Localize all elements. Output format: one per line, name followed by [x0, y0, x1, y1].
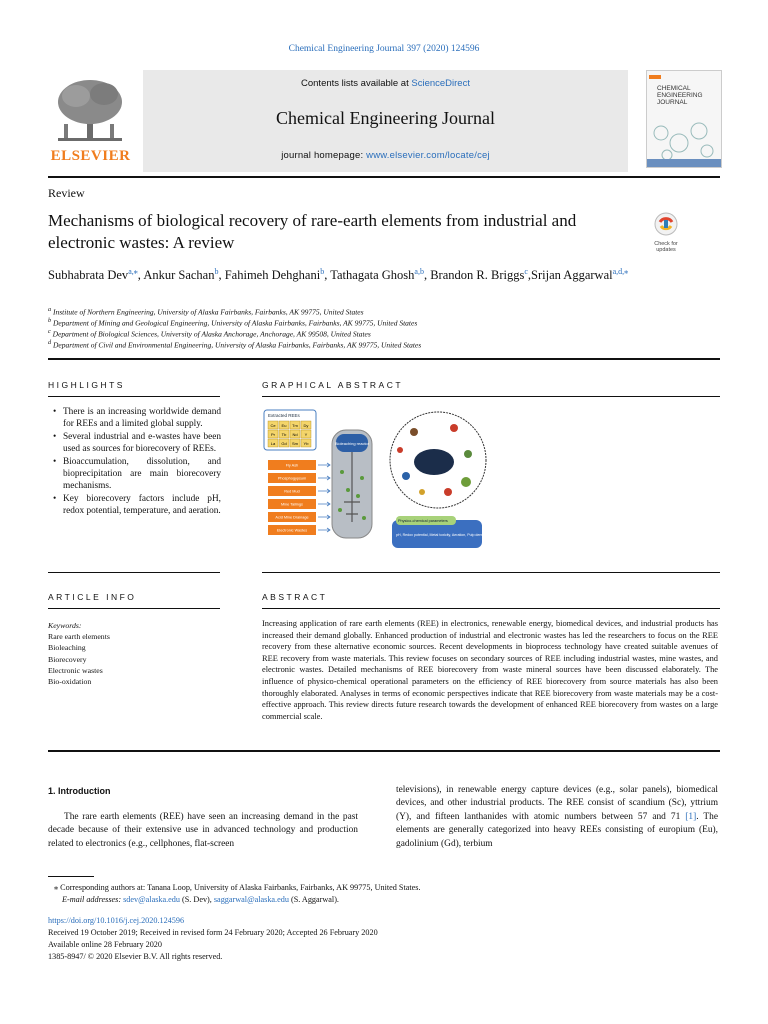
affiliation-text: Institute of Northern Engineering, University of Alaska Fairbanks, Fairbanks, AK 99775, United States: [53, 307, 364, 317]
citation-link[interactable]: [1]: [685, 811, 697, 822]
element-tile: [301, 430, 311, 438]
cover-title: CHEMICAL ENGINEERING JOURNAL: [657, 85, 703, 106]
abstract-text: Increasing application of rare earth elements (REE) in electronics, renewable energy, biomedical devices, and industrial products has increased their demand globally. Enhanced production of industrial and electronic wastes has led the researchers to focus on the REE recovery from these alternative economic sources. Recent developments in bioprocess technology have created suitable avenues of REE recovery from waste materials. This review focuses on secondary sources of REE including industrial wastes, mine wastes, and electronic wastes. Detailed mechanisms of REE biorecovery from waste mineral sources have been discussed elaborately. The influence of physico-chemical operational parameters on the efficiency of REE biorecovery from source materials has also been thoroughly elaborated. Analyses in terms of economic perspectives indicate that REE biorecovery from waste materials may be a cost-effective approach. This review directs future research towards the development of enhanced REE biorecovery from wastes on a large commercial scale.: [262, 619, 718, 721]
email-line: [62, 894, 339, 905]
element-tile: [268, 439, 278, 447]
waste-source-label: Mine Tailings: [281, 502, 303, 507]
journal-reference[interactable]: Chemical Engineering Journal 397 (2020) 124596: [288, 44, 480, 54]
author-affiliation-mark[interactable]: a,⁎: [128, 267, 138, 276]
keywords-block: [48, 620, 110, 687]
waste-source-box: [268, 512, 330, 522]
article-type: Review: [48, 186, 85, 200]
element-symbol: Nd: [292, 432, 298, 437]
element-symbol: Gd: [281, 441, 287, 446]
article-title: Mechanisms of biological recovery of rare-earth elements from industrial and electronic wastes: A review: [48, 211, 577, 252]
footnote-rule: [48, 876, 94, 877]
element-tile: [301, 439, 311, 447]
corresponding-note: ⁎ Corresponding authors at: Tanana Loop, University of Alaska Fairbanks, Fairbanks, AK 99775, United States.: [54, 883, 421, 892]
highlight-item: • Key biorecovery factors include pH, redox potential, temperature, and aeration.: [63, 493, 221, 518]
email-link[interactable]: sdev@alaska.edu: [123, 895, 180, 904]
highlights-rule: [48, 396, 220, 397]
keyword: Bioleaching: [48, 643, 86, 653]
introduction-left-column: The rare earth elements (REE) have seen an increasing demand in the past decade because of their extensive use in advanced technology and production related to electronics (e.g., cellphones, flat-screen: [48, 812, 358, 849]
keyword: Biorecovery: [48, 654, 87, 664]
abstract-bottom-rule: [48, 750, 720, 752]
affiliation: [48, 306, 698, 317]
highlights-bottom-rule: [48, 572, 220, 573]
homepage-link[interactable]: www.elsevier.com/locate/cej: [366, 150, 490, 161]
homepage-prefix: journal homepage:: [281, 150, 364, 161]
abstract-heading: ABSTRACT: [262, 592, 328, 602]
element-symbol: Tb: [281, 432, 287, 437]
element-tile: [290, 421, 300, 429]
highlight-item: • There is an increasing worldwide demand for REEs and a limited global supply.: [63, 406, 221, 431]
element-tile: [268, 421, 278, 429]
waste-source-box: [268, 460, 330, 470]
element-tile: [301, 421, 311, 429]
keywords-label: Keywords:: [48, 621, 82, 630]
author-affiliation-mark[interactable]: a,d,⁎: [612, 267, 629, 276]
author-name[interactable]: Ankur Sachan: [143, 268, 215, 283]
element-symbol: Ce: [270, 423, 276, 428]
affiliation: [48, 339, 698, 350]
email-owner: (S. Aggarwal).: [288, 895, 339, 904]
affiliation-rule: [48, 358, 720, 360]
article-info-heading: ARTICLE INFO: [48, 592, 137, 602]
affiliation-mark: d: [48, 339, 52, 346]
author-name[interactable]: Subhabrata Dev: [48, 268, 129, 283]
header-rule: [48, 176, 720, 178]
affiliation-mark: b: [48, 317, 52, 324]
email-owner: (S. Dev),: [179, 895, 214, 904]
element-symbol: Y: [304, 432, 308, 437]
copyright: 1385-8947/ © 2020 Elsevier B.V. All rights reserved.: [48, 952, 223, 961]
affiliation-mark: c: [48, 328, 51, 335]
author-separator: ,: [423, 268, 431, 283]
highlight-item: • Bioaccumulation, dissolution, and bioprecipitation are main biorecovery mechanisms.: [63, 456, 221, 493]
element-tile: [279, 439, 289, 447]
graphical-abstract-bottom-rule: [262, 572, 720, 573]
author-separator: ,: [527, 268, 532, 283]
author-name[interactable]: Brandon R. Briggs: [430, 268, 525, 283]
element-tile: [279, 430, 289, 438]
element-symbol: Yb: [303, 441, 309, 446]
params-title: Physico-chemical parameters: [398, 519, 448, 523]
highlight-item: • Several industrial and e-wastes have been used as sources for biorecovery of REEs.: [63, 431, 221, 456]
keyword: Bio-oxidation: [48, 677, 92, 687]
highlights-list: [53, 406, 221, 518]
element-symbol: La: [270, 441, 276, 446]
author-separator: ,: [218, 268, 225, 283]
affiliation: [48, 317, 698, 328]
introduction-right-column: [396, 784, 718, 851]
waste-source-box: [268, 473, 330, 483]
elsevier-logo-text: ELSEVIER: [50, 148, 131, 164]
params-text: pH, Redox potential, Metal toxicity, Aeration, Pulp density, Temperature: [396, 533, 509, 537]
author-separator: ,: [324, 268, 331, 283]
highlights-heading: HIGHLIGHTS: [48, 380, 125, 390]
author-affiliation-mark[interactable]: c: [524, 267, 528, 276]
element-symbol: Dy: [303, 423, 309, 428]
affiliation-text: Department of Civil and Environmental Engineering, University of Alaska Fairbanks, Fairbanks, AK 99775, United States: [53, 340, 422, 350]
affiliation-text: Department of Biological Sciences, University of Alaska Anchorage, Anchorage, AK 99508, United States: [52, 329, 371, 339]
element-tile: [279, 421, 289, 429]
intro-text: . The elements are generally categorized into heavy REEs consisting of europium (Eu), gadolinium (Gd), terbium: [396, 811, 718, 849]
abstract-rule: [262, 608, 720, 609]
introduction-heading: 1. Introduction: [48, 786, 111, 796]
waste-source-label: Phosphogypsum: [277, 476, 307, 481]
contents-line: [143, 78, 628, 89]
element-tile: [290, 439, 300, 447]
journal-title: Chemical Engineering Journal: [276, 108, 495, 128]
sciencedirect-link[interactable]: ScienceDirect: [411, 78, 470, 89]
element-symbol: Tm: [292, 423, 298, 428]
waste-source-box: [268, 499, 330, 509]
email-label: E-mail addresses:: [62, 895, 122, 904]
journal-header: [48, 70, 628, 172]
element-symbol: Sm: [292, 441, 298, 446]
available-online: Available online 28 February 2020: [48, 940, 162, 949]
element-symbol: Eu: [281, 423, 287, 428]
author-affiliation-mark[interactable]: a,b: [414, 267, 424, 276]
contents-prefix: Contents lists available at: [301, 78, 409, 89]
author-separator: ,: [137, 268, 144, 283]
graphical-abstract-figure[interactable]: [262, 402, 509, 552]
email-link[interactable]: saggarwal@alaska.edu: [213, 895, 289, 904]
elsevier-tree-logo: [54, 76, 126, 146]
check-updates-label: Check for updates: [654, 241, 678, 253]
waste-source-box: [268, 525, 330, 535]
author-affiliation-mark[interactable]: b: [320, 267, 325, 276]
waste-source-label: Red Mud: [284, 489, 300, 494]
graphical-abstract-heading: GRAPHICAL ABSTRACT: [262, 380, 404, 390]
author-name[interactable]: Tathagata Ghosh: [330, 268, 415, 283]
reactor-label: Bioleaching reactor: [334, 441, 370, 446]
waste-source-label: Electronic Wastes: [276, 528, 308, 533]
waste-source-label: Fly Ash: [285, 463, 299, 468]
waste-source-label: Acid Mine Drainage: [275, 515, 309, 520]
element-tile: [268, 430, 278, 438]
author-affiliation-mark[interactable]: b: [214, 267, 219, 276]
extracted-rees-label: Extracted REEs: [268, 413, 300, 418]
affiliation: [48, 328, 698, 339]
keyword: Electronic wastes: [48, 665, 103, 675]
element-symbol: Pr: [271, 432, 275, 437]
journal-homepage: [143, 150, 628, 161]
received-dates: Received 19 October 2019; Received in revised form 24 February 2020; Accepted 26 February 2020: [48, 928, 378, 937]
keyword: Rare earth elements: [48, 632, 110, 642]
check-for-updates-badge[interactable]: [648, 212, 684, 252]
article-info-rule: [48, 608, 220, 609]
affiliation-mark: a: [48, 306, 52, 313]
author-name[interactable]: Fahimeh Dehghani: [224, 268, 321, 283]
affiliation-text: Department of Mining and Geological Engineering, University of Alaska Fairbanks, Fairbanks, AK 99775, United States: [53, 318, 418, 328]
waste-source-box: [268, 486, 330, 496]
element-tile: [290, 430, 300, 438]
check-updates-icon: [654, 212, 678, 236]
author-list: [48, 262, 668, 285]
journal-cover-image[interactable]: [646, 70, 722, 168]
intro-text: televisions), in renewable energy capture devices (e.g., solar panels), biomedical devices, and other industrial products. The REE consist of scandium (Sc), yttrium (Y), and fifteen lanthanides with atomic numbers between 57 and 71: [396, 785, 718, 822]
graphical-abstract-rule: [262, 396, 720, 397]
author-name[interactable]: Srijan Aggarwal: [531, 268, 613, 283]
doi-link[interactable]: https://doi.org/10.1016/j.cej.2020.124596: [48, 916, 185, 925]
